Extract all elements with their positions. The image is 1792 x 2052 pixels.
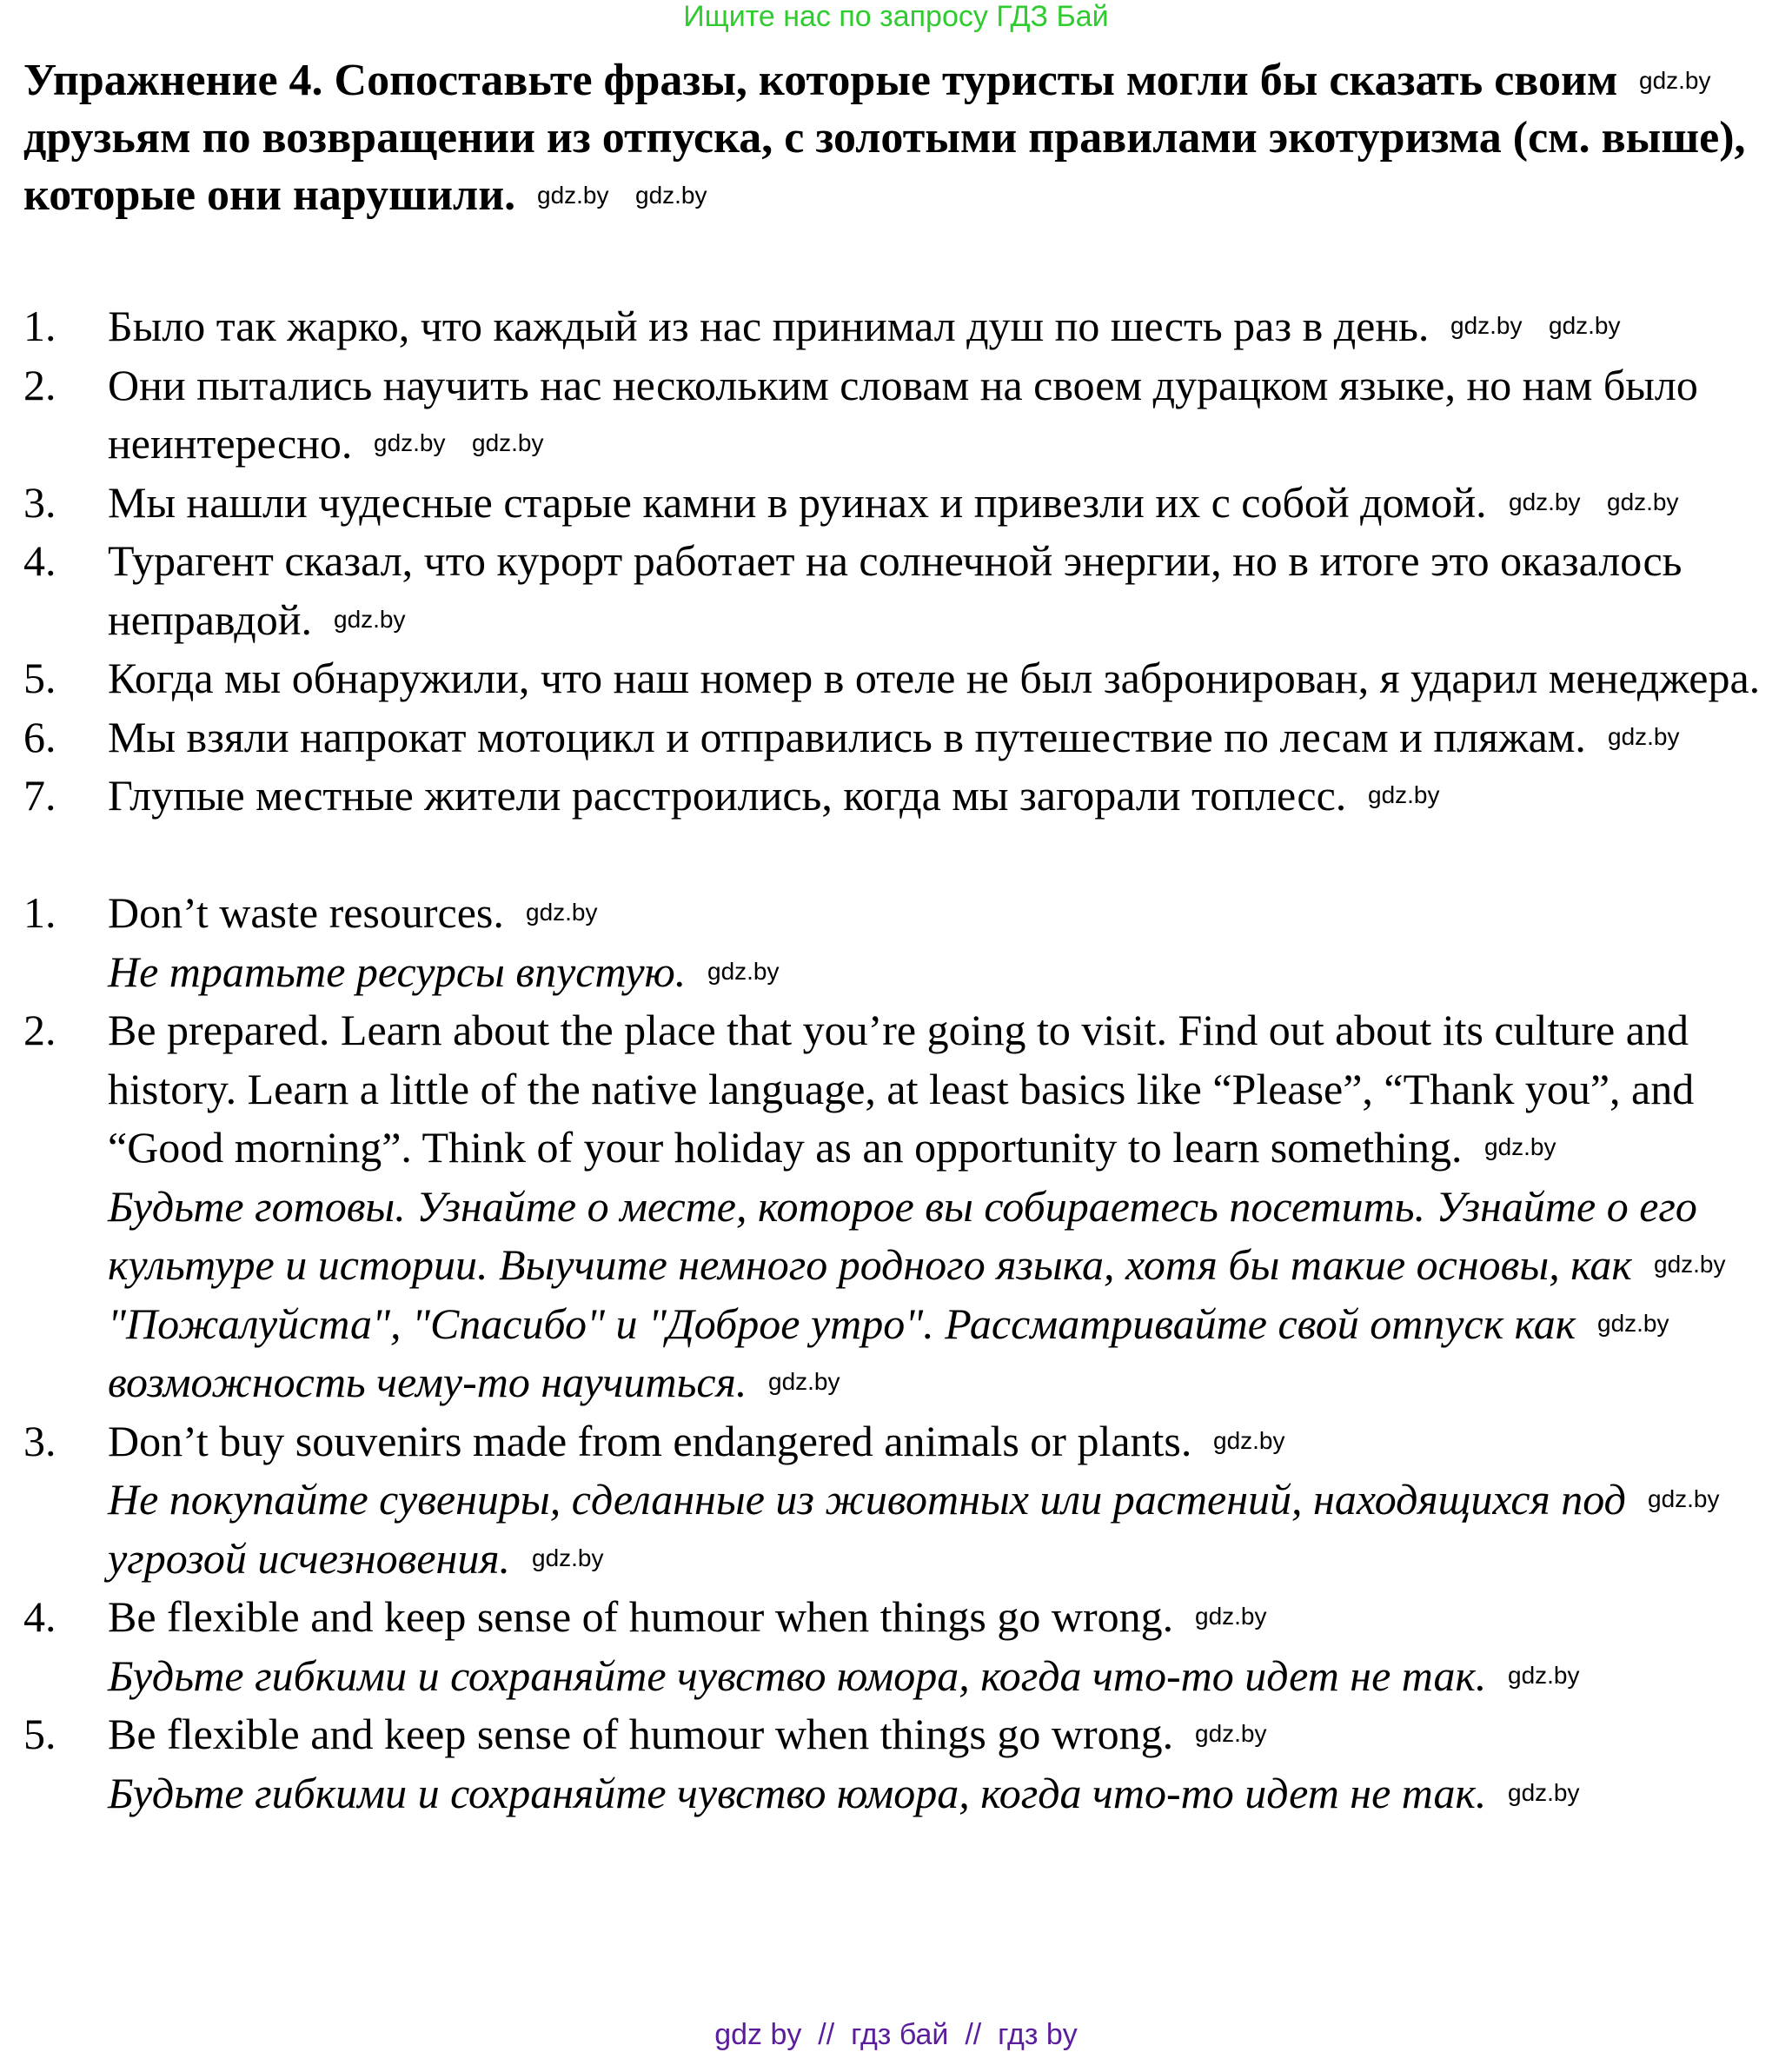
watermark: gdz.by — [1508, 1662, 1580, 1689]
watermark: gdz.by — [334, 606, 406, 633]
rule-translation: Будьте гибкими и сохраняйте чувство юмора, когда что-то идет не так. — [108, 1768, 1487, 1817]
exercise-content — [0, 297, 1773, 1823]
watermark: gdz.by — [1195, 1603, 1267, 1630]
phrase-text: Турагент сказал, что курорт работает на солнечной энергии, но в итоге это оказалось неправдой. — [108, 536, 1682, 644]
spacer — [0, 826, 1773, 885]
rule-item — [0, 1412, 1773, 1589]
watermark: gdz.by — [1195, 1720, 1267, 1747]
phrase-item — [0, 532, 1773, 649]
item-number: 2. — [23, 360, 56, 409]
rule-english: Be flexible and keep sense of humour when things go wrong. — [108, 1710, 1174, 1758]
phrase-text: Глупые местные жители расстроились, когда мы загорали топлесс. — [108, 771, 1347, 820]
item-number: 4. — [23, 536, 56, 585]
watermark: gdz.by — [1639, 67, 1711, 94]
rule-translation: Не покупайте сувениры, сделанные из животных или растений, находящихся под угрозой исчезновения. — [108, 1475, 1626, 1583]
phrase-item — [0, 649, 1773, 708]
rule-english: Be prepared. Learn about the place that you’re going to visit. Find out about its culture and history. Learn a little of the native language, at least basics like “Please”, “Thank you”, and “Good morning”. Think of your holiday as an opportunity to learn something. — [108, 1006, 1695, 1172]
item-number: 4. — [23, 1592, 56, 1641]
watermark: gdz.by — [1648, 1485, 1720, 1512]
watermark: gdz.by — [1597, 1310, 1669, 1337]
watermark: gdz.by — [1368, 781, 1440, 808]
phrase-item — [0, 767, 1773, 826]
rule-english: Be flexible and keep sense of humour when things go wrong. — [108, 1592, 1174, 1641]
watermark: gdz.by — [1549, 312, 1621, 339]
rule-item — [0, 1001, 1773, 1412]
watermark: gdz.by — [1484, 1133, 1556, 1160]
phrase-text: Мы взяли напрокат мотоцикл и отправились в путешествие по лесам и пляжам. — [108, 712, 1586, 761]
rule-item — [0, 1705, 1773, 1823]
phrase-text: Они пытались научить нас нескольким словам на своем дурацком языке, но нам было неинтересно. — [108, 360, 1698, 468]
watermark: gdz.by — [532, 1544, 604, 1571]
watermark: gdz.by — [374, 429, 446, 456]
watermark: gdz.by — [707, 958, 780, 985]
watermark: gdz.by — [768, 1368, 840, 1395]
watermark: gdz.by — [635, 182, 707, 209]
phrase-text: Мы нашли чудесные старые камни в руинах и привезли их с собой домой. — [108, 477, 1487, 527]
watermark: gdz.by — [1509, 488, 1581, 515]
item-number: 7. — [23, 771, 56, 820]
watermark: gdz.by — [1213, 1427, 1285, 1454]
rule-item — [0, 1588, 1773, 1705]
item-number: 6. — [23, 712, 56, 761]
exercise-title: Упражнение 4. Сопоставьте фразы, которые туристы могли бы сказать своим друзьям по возвращении из отпуска, с золотыми правилами экотуризма (см. выше), которые они нарушили. — [23, 56, 1746, 220]
rule-translation: Будьте готовы. Узнайте о месте, которое вы собираетесь посетить. Узнайте о его культуре и истории. Выучите немного родного языка, хотя бы такие основы, как "Пожалуйста", "Спасибо" и "Доброе утро". Рассматривайте свой отпуск как возможность чему-то научиться. — [108, 1181, 1697, 1406]
rule-english: Don’t waste resources. — [108, 888, 504, 937]
watermark: gdz.by — [1508, 1779, 1580, 1806]
phrase-item — [0, 356, 1773, 474]
rule-item — [0, 884, 1773, 1001]
watermark: gdz.by — [526, 899, 598, 926]
rule-translation: Не тратьте ресурсы впустую. — [108, 946, 687, 996]
item-number: 1. — [23, 302, 56, 350]
phrase-item — [0, 708, 1773, 767]
item-number: 3. — [23, 1416, 56, 1465]
watermark: gdz.by — [472, 429, 544, 456]
phrase-text: Было так жарко, что каждый из нас принимал душ по шесть раз в день. — [108, 302, 1430, 350]
search-banner[interactable]: Ищите нас по запросу ГДЗ Бай — [683, 0, 1109, 33]
watermark: gdz.by — [1608, 723, 1680, 750]
phrase-text: Когда мы обнаружили, что наш номер в отеле не был забронирован, я ударил менеджера. — [108, 654, 1761, 702]
rule-english: Don’t buy souvenirs made from endangered animals or plants. — [108, 1416, 1192, 1465]
watermark: gdz.by — [1607, 488, 1679, 515]
item-number: 2. — [23, 1006, 56, 1054]
watermark: gdz.by — [1654, 1251, 1726, 1278]
watermark: gdz.by — [537, 182, 609, 209]
item-number: 5. — [23, 1710, 56, 1758]
item-number: 3. — [23, 477, 56, 527]
footer-links[interactable]: gdz by // гдз бай // гдз by — [714, 2018, 1078, 2051]
watermark: gdz.by — [1450, 312, 1523, 339]
rule-translation: Будьте гибкими и сохраняйте чувство юмора, когда что-то идет не так. — [108, 1650, 1487, 1700]
item-number: 5. — [23, 654, 56, 702]
phrase-item — [0, 474, 1773, 533]
item-number: 1. — [23, 888, 56, 937]
